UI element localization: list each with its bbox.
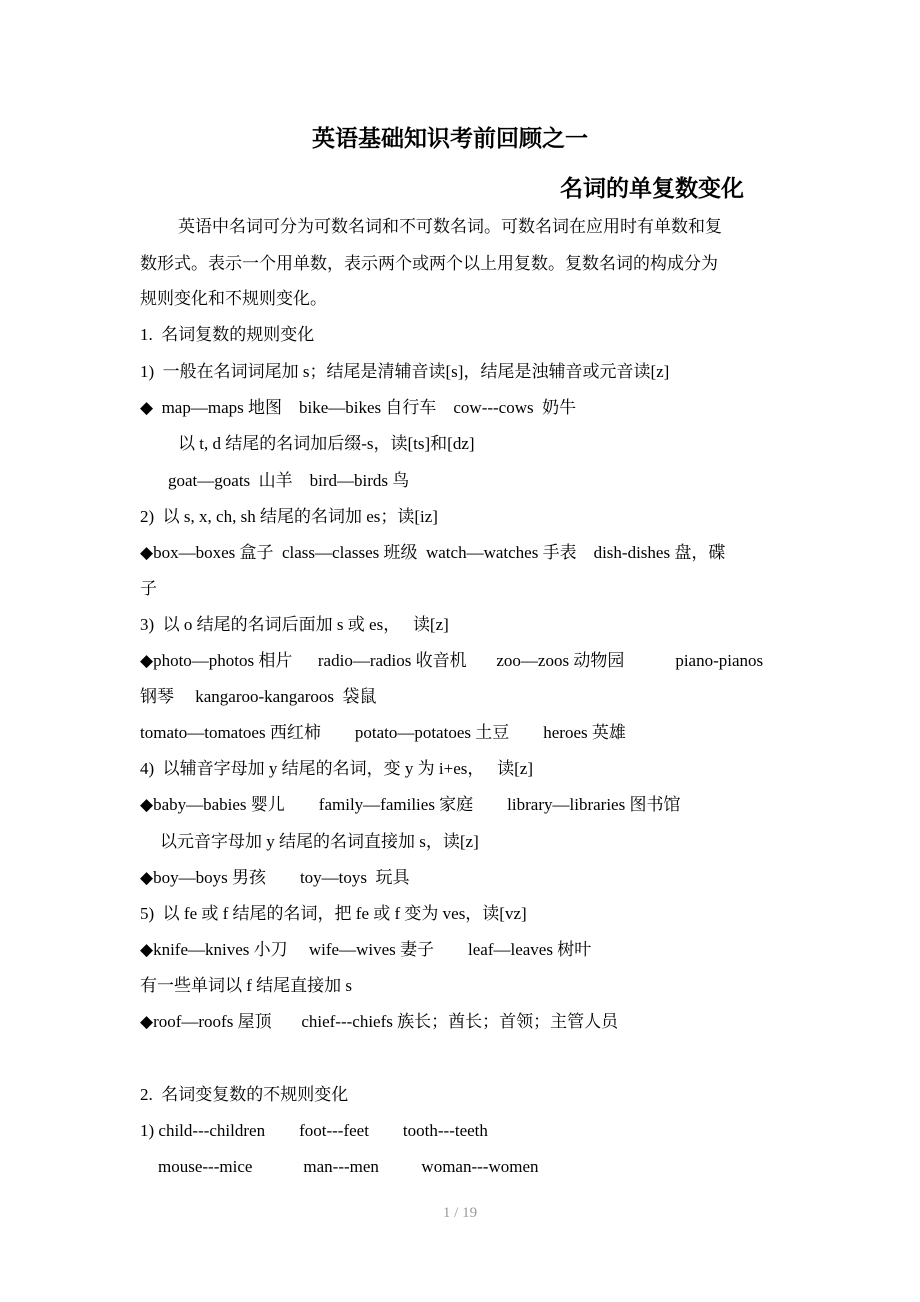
example-line: 1) child---children foot---feet tooth---teeth bbox=[140, 1121, 488, 1140]
example-line: ◆baby—babies 婴儿 family—families 家庭 library—libraries 图书馆 bbox=[140, 795, 681, 814]
paragraph-line: 数形式。表示一个用单数，表示两个或两个以上用复数。复数名词的构成分为 bbox=[140, 254, 718, 273]
example-line: 子 bbox=[140, 579, 157, 598]
rule-line: 有一些单词以 f 结尾直接加 s bbox=[140, 976, 353, 995]
rule-line: 3) 以 o 结尾的名词后面加 s 或 es， 读[z] bbox=[140, 615, 449, 634]
document-subtitle: 名词的单复数变化 bbox=[560, 176, 744, 202]
section-heading: 1. 名词复数的规则变化 bbox=[140, 325, 315, 344]
example-line: 钢琴 kangaroo-kangaroos 袋鼠 bbox=[140, 687, 377, 706]
example-line: tomato—tomatoes 西红柿 potato—potatoes 土豆 heroes 英雄 bbox=[140, 723, 626, 742]
example-line: ◆boy—boys 男孩 toy—toys 玩具 bbox=[140, 868, 410, 887]
paragraph-line: 英语中名词可分为可数名词和不可数名词。可数名词在应用时有单数和复 bbox=[178, 217, 722, 236]
example-line: ◆box—boxes 盒子 class—classes 班级 watch—watches 手表 dish-dishes 盘，碟 bbox=[140, 543, 726, 562]
section-heading: 2. 名词变复数的不规则变化 bbox=[140, 1085, 349, 1104]
page-number: 1 / 19 bbox=[442, 1205, 478, 1221]
example-line: goat—goats 山羊 bird—birds 鸟 bbox=[168, 471, 410, 490]
example-line: ◆knife—knives 小刀 wife—wives 妻子 leaf—leaves 树叶 bbox=[140, 940, 592, 959]
paragraph-line: 规则变化和不规则变化。 bbox=[140, 289, 327, 308]
example-line: ◆roof—roofs 屋顶 chief---chiefs 族长；酋长；首领；主管人员 bbox=[140, 1012, 619, 1031]
document-title: 英语基础知识考前回顾之一 bbox=[312, 126, 588, 152]
rule-line: 以元音字母加 y 结尾的名词直接加 s，读[z] bbox=[160, 832, 479, 851]
rule-line: 4) 以辅音字母加 y 结尾的名词，变 y 为 i+es， 读[z] bbox=[140, 759, 533, 778]
rule-line: 2) 以 s, x, ch, sh 结尾的名词加 es；读[iz] bbox=[140, 507, 438, 526]
rule-line: 以 t, d 结尾的名词加后缀-s，读[ts]和[dz] bbox=[178, 434, 475, 453]
rule-line: 1) 一般在名词词尾加 s；结尾是清辅音读[s]，结尾是浊辅音或元音读[z] bbox=[140, 362, 670, 381]
example-line: ◆ map—maps 地图 bike—bikes 自行车 cow---cows 奶牛 bbox=[140, 398, 577, 417]
example-line: mouse---mice man---men woman---women bbox=[158, 1157, 539, 1176]
example-line: ◆photo—photos 相片 radio—radios 收音机 zoo—zoos 动物园 piano-pianos bbox=[140, 651, 764, 670]
rule-line: 5) 以 fe 或 f 结尾的名词，把 fe 或 f 变为 ves，读[vz] bbox=[140, 904, 527, 923]
